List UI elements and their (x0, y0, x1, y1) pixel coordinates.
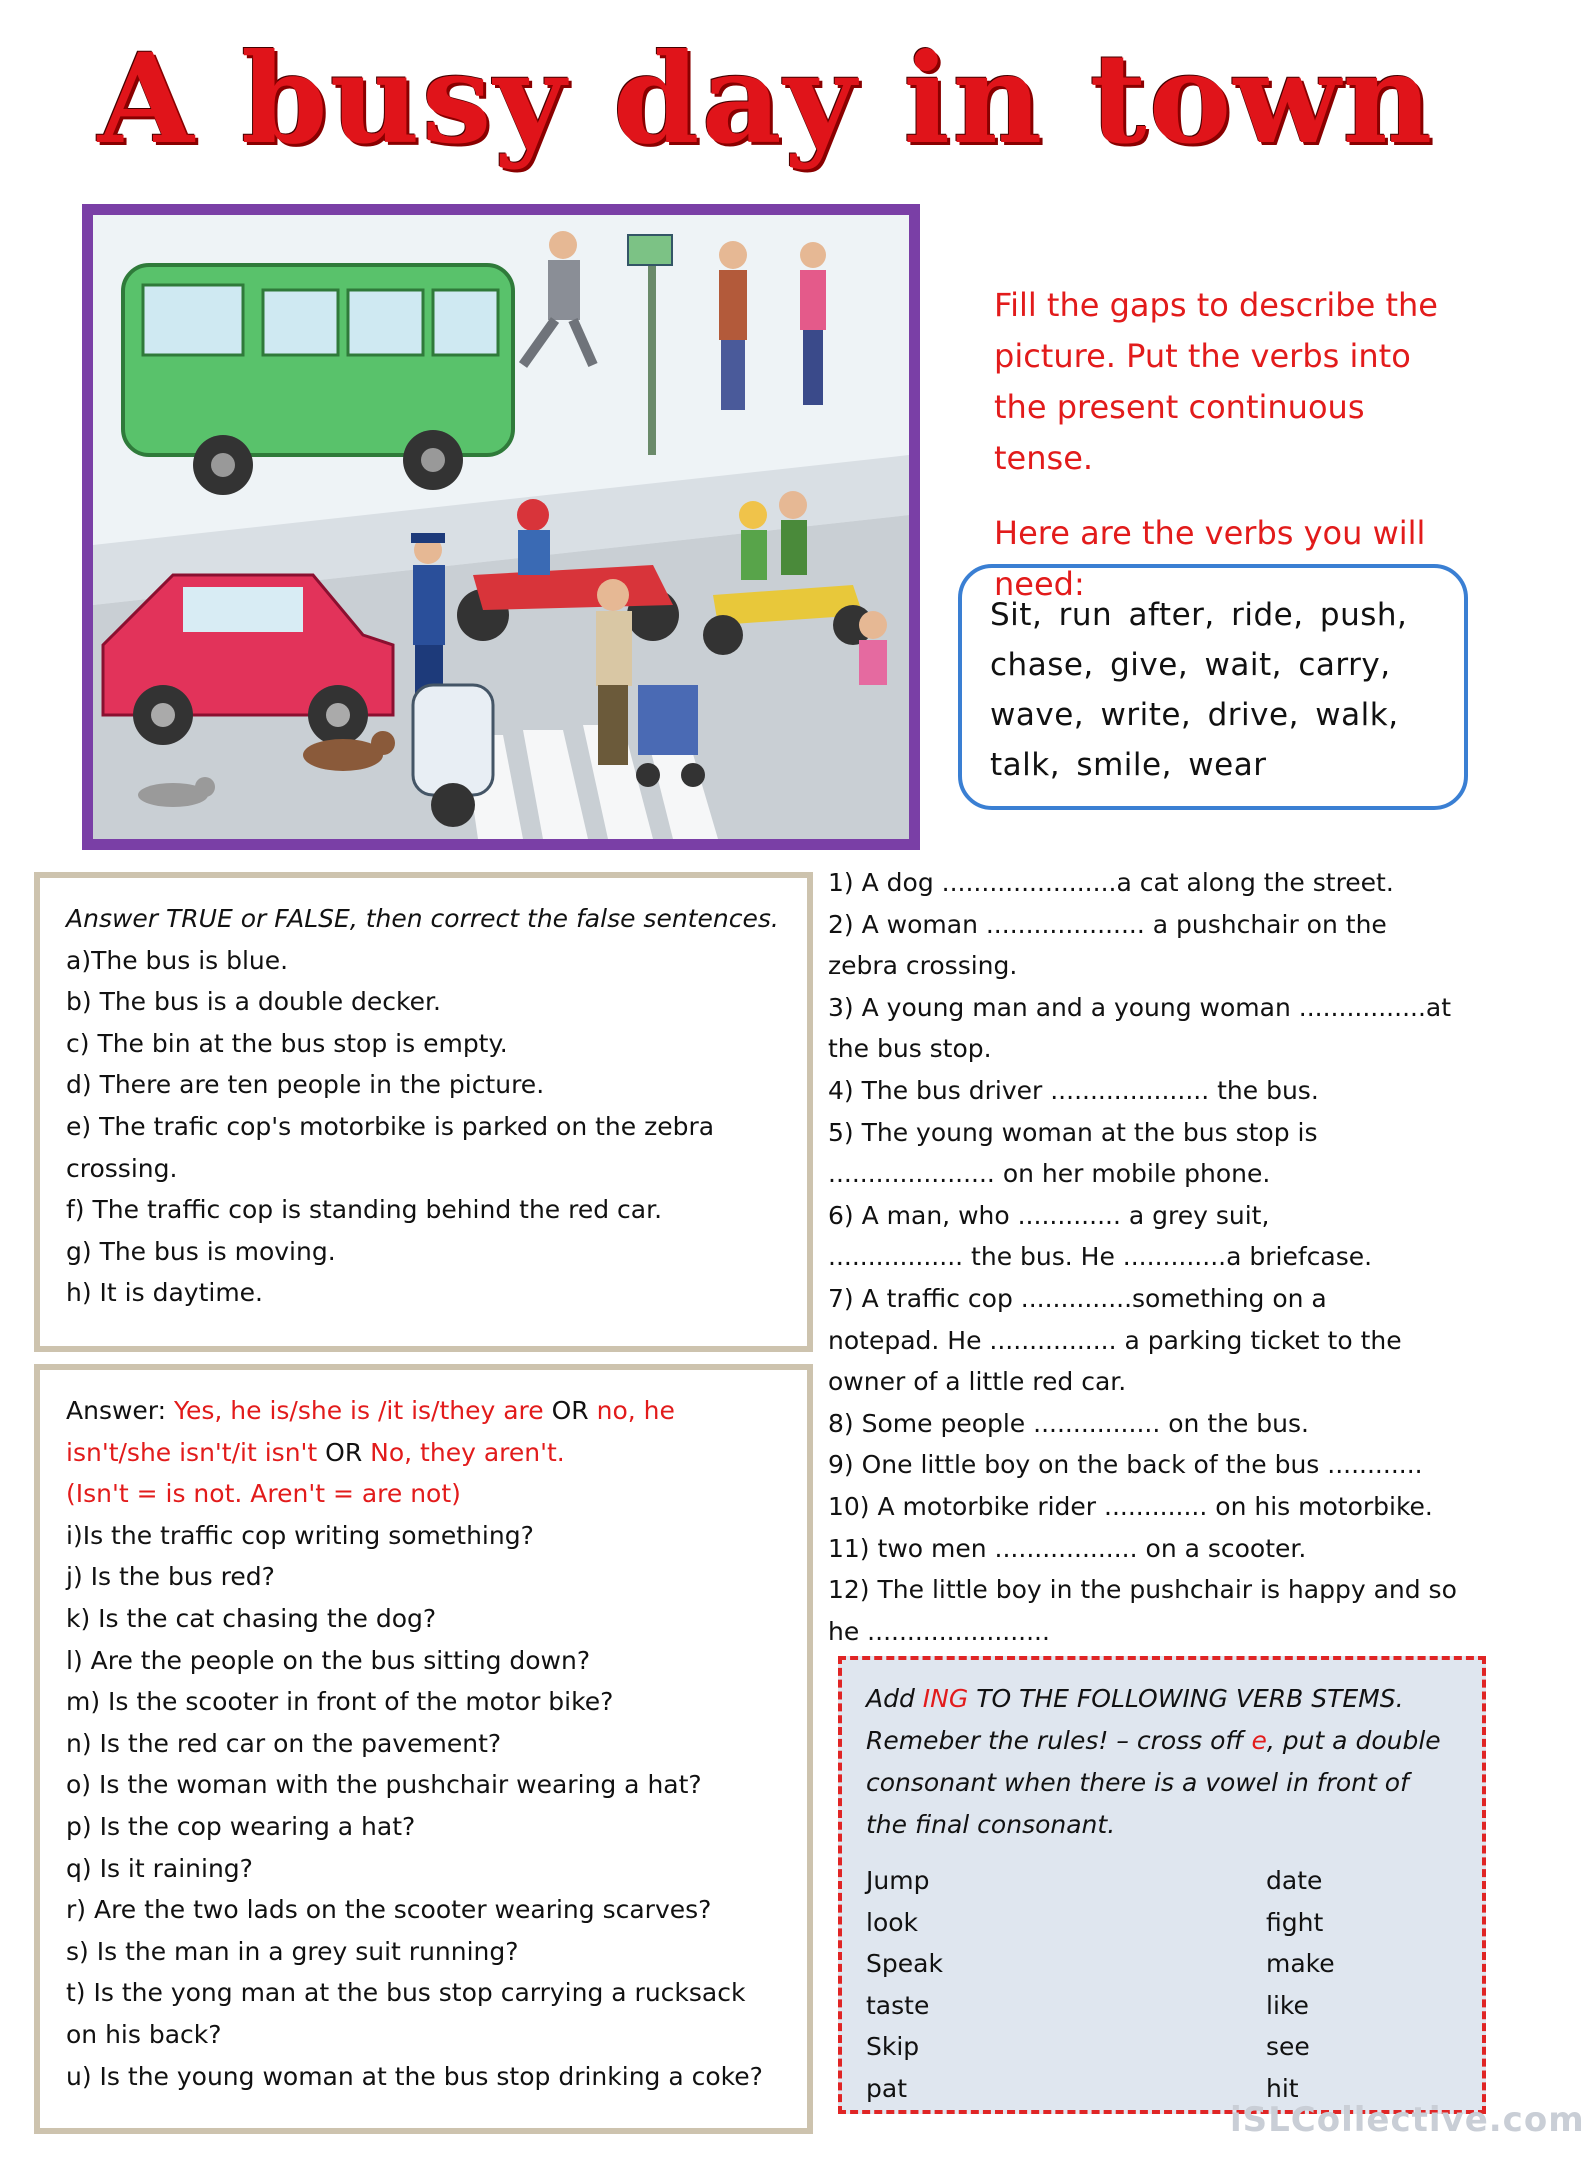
answer-forms-line2: isn't/she isn't/it isn't OR No, they aren't. (66, 1437, 565, 1467)
question-item: q) Is it raining? (66, 1853, 253, 1883)
question-item: n) Is the red car on the pavement? (66, 1728, 502, 1758)
street-scene-illustration (82, 204, 920, 850)
verb-stems-grid (866, 1860, 1460, 2109)
gap-line: 6) A man, who ............. a grey suit, (828, 1200, 1270, 1230)
question-item: i)Is the traffic cop writing something? (66, 1520, 534, 1550)
gap-line: 1) A dog ......................a cat along the street. (828, 868, 1394, 897)
verb-stem: date (1266, 1866, 1323, 1895)
question-item: s) Is the man in a grey suit running? (66, 1936, 519, 1966)
tf-item: b) The bus is a double decker. (66, 987, 441, 1017)
true-false-box (34, 872, 813, 1352)
gap-line: 8) Some people ................ on the bus. (828, 1408, 1309, 1438)
tf-item: crossing. (66, 1153, 178, 1183)
verb-stem: pat (866, 2073, 907, 2103)
question-item: r) Are the two lads on the scooter wearing scarves? (66, 1895, 712, 1925)
gap-line: ................. the bus. He .............a briefcase. (828, 1242, 1373, 1272)
contraction-note: (Isn't = is not. Aren't = are not) (66, 1479, 461, 1509)
verb-list-box: Sit, run after, ride, push, chase, give, wait, carry, wave, write, drive, walk, talk, smile, wear (958, 564, 1468, 810)
tf-item: h) It is daytime. (66, 1278, 263, 1308)
question-item: o) Is the woman with the pushchair wearing a hat? (66, 1770, 702, 1800)
instruction-fill-gaps: Fill the gaps to describe the picture. Put the verbs into the present continuous tense. (994, 286, 1438, 477)
watermark: iSLCollective.com (1230, 2100, 1585, 2140)
ing-rule-line3: consonant when there is a vowel in front of (866, 1768, 1409, 1797)
verb-stem: like (1266, 1990, 1309, 2020)
question-item: t) Is the yong man at the bus stop carrying a rucksack (66, 1978, 746, 2008)
tf-item: g) The bus is moving. (66, 1236, 336, 1266)
gap-line: 12) The little boy in the pushchair is happy and so (828, 1575, 1457, 1605)
yes-no-questions-box (34, 1364, 813, 2134)
gap-line: he ....................... (828, 1616, 1050, 1646)
ing-rule-line2: Remeber the rules! – cross off e, put a double (866, 1726, 1441, 1755)
tf-item: c) The bin at the bus stop is empty. (66, 1028, 508, 1058)
page-title: A busy day in town (97, 27, 1435, 172)
verb-stem: hit (1266, 2073, 1299, 2103)
gap-line: notepad. He ................ a parking ticket to the (828, 1325, 1402, 1355)
verb-stem: make (1266, 1949, 1335, 1978)
gap-line: 9) One little boy on the back of the bus ............ (828, 1450, 1423, 1480)
ing-rule-line4: the final consonant. (866, 1810, 1116, 1839)
ing-verb-stems-box (838, 1656, 1486, 2114)
gap-line: 10) A motorbike rider ............. on his motorbike. (828, 1491, 1433, 1521)
question-item: k) Is the cat chasing the dog? (66, 1603, 437, 1633)
gap-fill-sentences (828, 862, 1508, 1652)
answer-forms-line1: Answer: Yes, he is/she is /it is/they are OR no, he (66, 1396, 675, 1425)
verb-stem: taste (866, 1990, 930, 2020)
instruction-verbs-needed: Here are the verbs you will need: (994, 514, 1426, 603)
gap-line: zebra crossing. (828, 951, 1018, 981)
verb-stem: see (1266, 2032, 1310, 2061)
true-false-instruction: Answer TRUE or FALSE, then correct the false sentences. (66, 904, 779, 933)
verb-stem: fight (1266, 1907, 1324, 1937)
gap-line: ..................... on her mobile phone. (828, 1159, 1271, 1189)
question-item: j) Is the bus red? (66, 1562, 275, 1592)
gap-line: 3) A young man and a young woman ................at (828, 992, 1452, 1022)
question-item: p) Is the cop wearing a hat? (66, 1811, 416, 1841)
gap-line: owner of a little red car. (828, 1367, 1127, 1397)
verb-stem: Skip (866, 2032, 920, 2061)
ing-rule-line1: Add ING TO THE FOLLOWING VERB STEMS. (866, 1684, 1404, 1713)
question-item: l) Are the people on the bus sitting down? (66, 1645, 591, 1675)
gap-line: 4) The bus driver .................... the bus. (828, 1075, 1319, 1105)
verb-stem: look (866, 1907, 919, 1937)
gap-line: the bus stop. (828, 1034, 992, 1064)
tf-item: d) There are ten people in the picture. (66, 1070, 545, 1100)
gap-line: 11) two men .................. on a scooter. (828, 1533, 1307, 1563)
tf-item: a)The bus is blue. (66, 945, 289, 975)
gap-line: 7) A traffic cop ..............something on a (828, 1283, 1327, 1313)
verb-stem: Jump (866, 1866, 930, 1895)
tf-item: e) The trafic cop's motorbike is parked on the zebra (66, 1111, 715, 1141)
gap-line: 5) The young woman at the bus stop is (828, 1117, 1318, 1147)
question-item: u) Is the young woman at the bus stop drinking a coke? (66, 2061, 763, 2091)
gap-line: 2) A woman .................... a pushchair on the (828, 909, 1387, 939)
verb-stem: Speak (866, 1949, 943, 1978)
question-item: on his back? (66, 2019, 222, 2049)
tf-item: f) The traffic cop is standing behind the red car. (66, 1195, 663, 1225)
question-item: m) Is the scooter in front of the motor bike? (66, 1687, 614, 1717)
